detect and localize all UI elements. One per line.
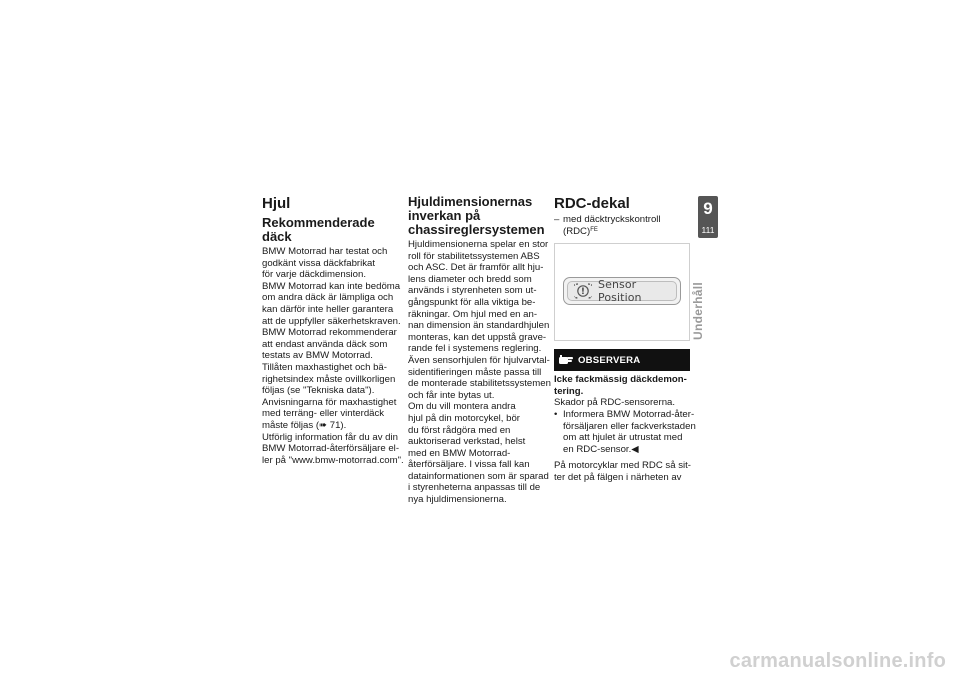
text-line: för varje däckdimension. xyxy=(262,269,366,281)
text-line: På motorcyklar med RDC så sit- xyxy=(554,460,692,472)
caution-content xyxy=(554,374,696,483)
title-line: chassireglersystemen xyxy=(408,222,545,237)
text-line: testats av BMW Motorrad. xyxy=(262,350,373,362)
dash-marker: – xyxy=(554,214,560,225)
body-text-wheel-dimensions xyxy=(408,239,551,506)
rdc-sticker-figure xyxy=(554,243,690,341)
watermark: carmanualsonline.info xyxy=(729,650,946,672)
caution-title-line: tering. xyxy=(554,385,584,397)
bullet-item xyxy=(554,408,695,421)
column-rdc-sticker xyxy=(554,195,696,484)
page-number: 111 xyxy=(701,225,715,235)
text-line: Även sensorhjulen för hjulvarvtal- xyxy=(408,354,550,366)
bullet-text-line: en RDC-sensor.◀ xyxy=(563,443,639,455)
text-line: nan dimension än standardhjulen xyxy=(408,320,550,332)
footnote-superscript: FE xyxy=(590,226,598,233)
text-line: BMW Motorrad kan inte bedöma xyxy=(262,280,401,292)
title-line: Hjuldimensionernas xyxy=(408,194,533,209)
caution-title-line: Icke fackmässig däckdemon- xyxy=(554,374,687,386)
text-line: följas (se "Tekniska data"). xyxy=(262,385,375,397)
text-line: datainformationen som är sparad xyxy=(408,470,549,482)
sensor-position-text: Sensor Position xyxy=(598,278,642,305)
bullet-text-line: försäljaren eller fackverkstaden xyxy=(563,420,696,432)
warning-mark: ! xyxy=(581,287,585,298)
text-line: Tillåten maxhastighet och bä- xyxy=(262,361,387,373)
text-line: i styrenheterna anpassas till de xyxy=(408,482,541,494)
bullet-marker: • xyxy=(554,408,558,420)
text-line: BMW Motorrad rekommenderar xyxy=(262,327,397,339)
text-line: Hjuldimensionerna spelar en stor xyxy=(408,239,549,250)
text-line: och får inte bytas ut. xyxy=(408,389,495,401)
dash-item-text-rdc: (RDC) xyxy=(563,225,591,237)
text-line: BMW Motorrad-återförsäljare el- xyxy=(262,443,400,455)
text-line: Utförlig information får du av din xyxy=(262,431,398,443)
text-line: om andra däck är lämpliga och xyxy=(262,292,394,304)
dash-list-item xyxy=(554,214,690,226)
text-line: hjul på din motorcykel, bör xyxy=(408,412,520,424)
text-line: righetsindex måste ovillkorligen xyxy=(262,373,396,385)
section-title-wheels: Hjul xyxy=(262,195,291,212)
text-line: roll för stabilitetssystemen ABS xyxy=(408,250,540,262)
caution-hand-icon xyxy=(558,353,574,367)
text-line: rande fel i systemens reglering. xyxy=(408,343,542,355)
dash-list-item-continued xyxy=(554,226,690,238)
text-line: att de uppfyller säkerhetskraven. xyxy=(262,315,401,327)
dash-item-text xyxy=(563,226,598,238)
caution-consequence: Skador på RDC-sensorerna. xyxy=(554,397,676,409)
dash-item-text: med däcktryckskontroll xyxy=(563,214,661,225)
text-line: och ASC. Det är framför allt hju- xyxy=(408,262,544,274)
text-line: återförsäljare. I vissa fall kan xyxy=(408,459,530,471)
text-line: ler på "www.bmw-motorrad.com". xyxy=(262,454,404,466)
text-line: de monterade stabilitetssystemen xyxy=(408,378,551,390)
text-line: BMW Motorrad har testat och xyxy=(262,246,388,257)
chapter-number: 9 xyxy=(703,199,713,218)
subsection-title-recommended-tyres: Rekommenderade däck xyxy=(262,215,375,244)
text-line: lens diameter och bredd som xyxy=(408,273,532,285)
caution-bar xyxy=(554,349,690,371)
text-line: används i styrenheten som ut- xyxy=(408,285,537,297)
chapter-tab xyxy=(698,196,718,238)
text-line-page-reference[interactable]: måste följas (➠ 71). xyxy=(262,419,347,431)
text-line: Anvisningarna för maxhastighet xyxy=(262,396,397,408)
chapter-side-label: Underhåll xyxy=(691,281,705,340)
bullet-text-line: om att hjulet är utrustat med xyxy=(563,432,683,444)
text-line: nya hjuldimensionerna. xyxy=(408,494,507,506)
text-line: Om du vill montera andra xyxy=(408,401,516,413)
bullet-text-line: Informera BMW Motorrad-åter- xyxy=(563,408,695,420)
sensor-position-display xyxy=(563,277,681,305)
text-line: ter det på fälgen i närheten av xyxy=(554,471,682,483)
text-line: godkänt vissa däckfabrikat xyxy=(262,257,376,269)
section-title-rdc-sticker: RDC-dekal xyxy=(554,195,630,212)
column-wheel-dimensions xyxy=(408,194,551,506)
text-line: att endast använda däck som xyxy=(262,338,388,350)
text-line: räkningar. Om hjul med en an- xyxy=(408,308,538,320)
text-line: sidentifieringen måste passa till xyxy=(408,366,542,378)
caution-label: OBSERVERA xyxy=(578,354,641,366)
dash-list xyxy=(554,214,690,237)
text-line: med terräng- eller vinterdäck xyxy=(262,408,385,420)
text-line: du först rådgöra med en xyxy=(408,424,511,436)
text-line: monteras, kan det uppstå grave- xyxy=(408,331,547,343)
body-text-recommended-tyres xyxy=(262,246,404,466)
warning-circle-icon xyxy=(574,283,592,299)
text-line: med en BMW Motorrad- xyxy=(408,447,511,459)
text-line: gångspunkt för alla viktiga be- xyxy=(408,296,536,308)
title-line: inverkan på xyxy=(408,208,481,223)
section-title-wheel-dimensions xyxy=(408,195,546,237)
column-wheels xyxy=(262,195,404,466)
bullet-list xyxy=(554,408,696,455)
text-line: auktoriserad verkstad, helst xyxy=(408,436,526,448)
text-line: kan därför inte heller garantera xyxy=(262,303,394,315)
